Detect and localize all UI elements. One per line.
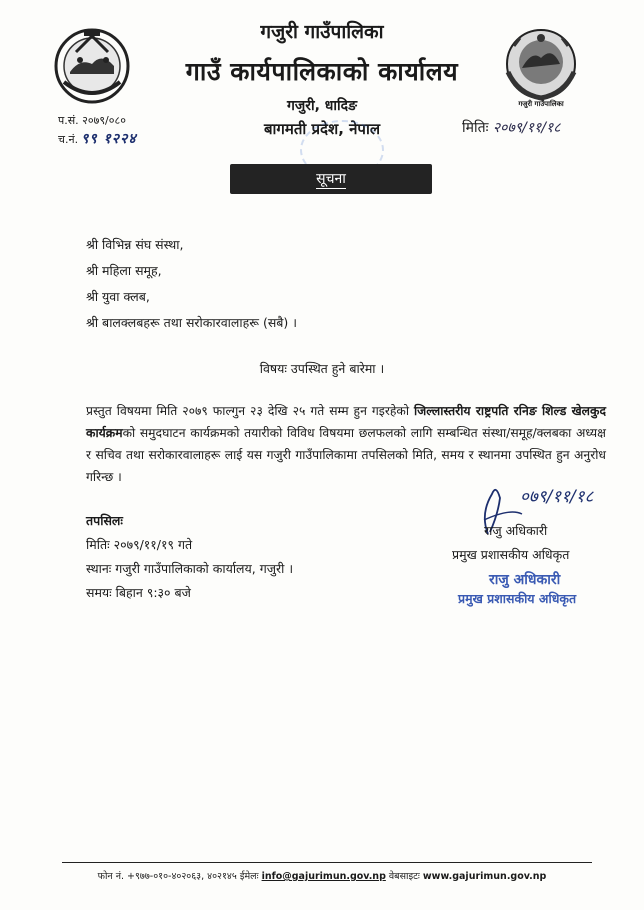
signature-date: ०७९/११/१८ bbox=[520, 487, 594, 507]
office-province: बागमती प्रदेश, नेपाल bbox=[263, 120, 381, 138]
footer-email-link[interactable]: info@gajurimun.gov.np bbox=[261, 871, 386, 882]
cn-label: च.नं. bbox=[58, 133, 79, 146]
office-name: गजुरी गाउँपालिका bbox=[260, 21, 384, 43]
tapsil-date: मितिः २०७९/११/१९ गते bbox=[86, 537, 193, 552]
signatory-name: राजु अधिकारी bbox=[484, 523, 548, 538]
footer-website-link[interactable]: www.gajurimun.gov.np bbox=[422, 871, 547, 882]
subject-line: विषयः उपस्थित हुने बारेमा । bbox=[259, 361, 385, 376]
body-program-name: जिल्लास्तरीय राष्ट्रपति रनिङ शिल्ड खेलकुद कार्यक्रम bbox=[86, 404, 606, 440]
signatory-title: प्रमुख प्रशासकीय अधिकृत bbox=[452, 547, 570, 562]
notice-heading bbox=[230, 164, 432, 194]
office-address: गजुरी, धादिङ bbox=[286, 98, 358, 114]
tapsil-time: समयः बिहान ९:३० बजे bbox=[86, 585, 191, 600]
tapsil-label: तपसिलः bbox=[86, 513, 123, 528]
recipient-line: श्री विभिन्न संघ संस्था, bbox=[86, 237, 184, 252]
footer-divider bbox=[62, 862, 592, 863]
cn-handwritten: ९९ १२२४ bbox=[81, 131, 137, 147]
notice-text: सूचना bbox=[316, 171, 346, 187]
footer-contact bbox=[0, 869, 644, 882]
stamp-name: राजु अधिकारी bbox=[489, 572, 561, 588]
stamp-title: प्रमुख प्रशासकीय अधिकृत bbox=[458, 591, 577, 606]
body-part2: को समुदघाटन कार्यक्रमको तयारीको विविध विषयमा छलफलको लागि सम्बन्धित संस्था/समूह/क्लबका अध्यक्ष र सचिव तथा सरोकारवालाहरू लाई यस गजुरी गाउँपालिकामा तपसिलको मिति, समय र स्थानमा उपस्थित हुन अनुरोध गरिन्छ । bbox=[86, 426, 606, 484]
letter-ps-number: प.सं. २०७९/०८० bbox=[58, 114, 126, 127]
footer-web-label: वेबसाइटः bbox=[385, 871, 420, 882]
letter-cn-number bbox=[58, 129, 137, 148]
logo-caption: गजुरी गाउँपालिका bbox=[518, 100, 564, 108]
recipient-line: श्री बालक्लबहरू तथा सरोकारवालाहरू (सबै) । bbox=[86, 315, 298, 330]
date-label: मितिः bbox=[462, 120, 489, 136]
office-title: गाउँ कार्यपालिकाको कार्यालय bbox=[185, 57, 459, 86]
recipient-line: श्री युवा क्लब, bbox=[86, 289, 150, 304]
date-value: २०७९/११/१८ bbox=[492, 120, 561, 136]
body-part1: प्रस्तुत विषयमा मिति २०७९ फाल्गुन २३ देखि २५ गते सम्म हुन गइरहेको bbox=[86, 404, 414, 418]
recipient-line: श्री महिला समूह, bbox=[86, 263, 162, 278]
tapsil-place: स्थानः गजुरी गाउँपालिकाको कार्यालय, गजुरी । bbox=[86, 561, 294, 576]
footer-phone: फोन नं. +९७७-०१०-४०२०६३, ४०२१४५ ईमेलः bbox=[97, 871, 259, 882]
letter-date bbox=[462, 118, 561, 137]
